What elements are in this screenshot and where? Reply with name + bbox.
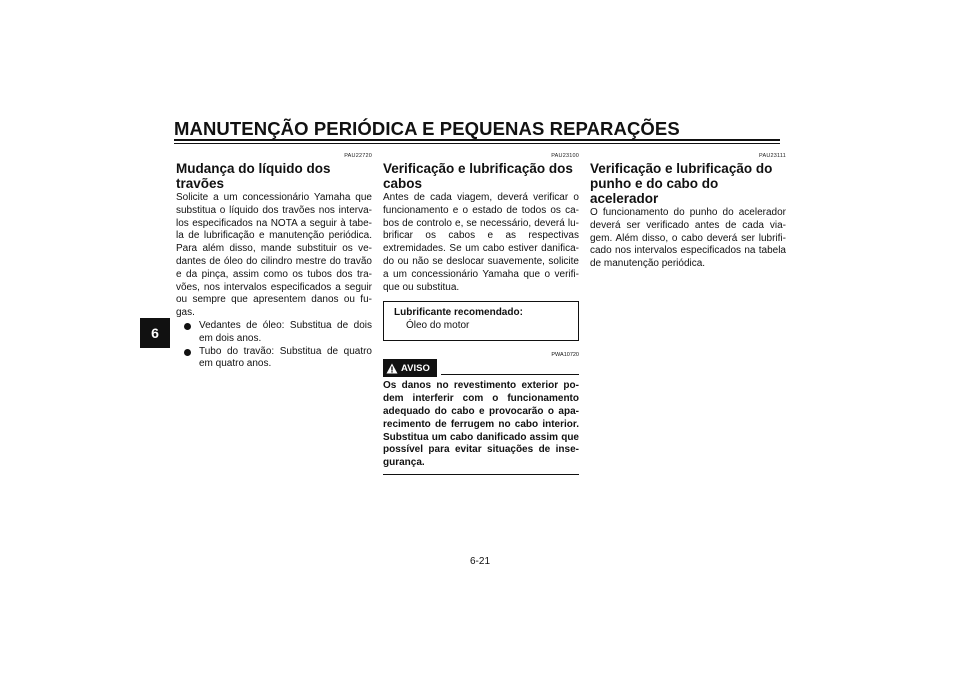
list-item-text: Tubo do travão: Substitua de quatro em quatro anos.: [199, 345, 372, 370]
list-item: [176, 320, 372, 346]
title-rule-thick: [174, 139, 780, 141]
warning-code: PWA10720: [551, 352, 579, 359]
warning-triangle-icon: [386, 363, 398, 374]
note-value: Óleo do motor: [406, 320, 470, 332]
warning-label: AVISO: [401, 362, 430, 374]
page-number: 6-21: [469, 556, 490, 567]
list-item-text: Vedantes de óleo: Substitua de dois em dois anos.: [199, 319, 372, 344]
section-paragraph: Solicite a um concessionário Yamaha que substitua o líquido dos travões nos intervalos especificados na NOTA a seguir à tabela de lubrificação e manutenção periódica. Para além disso, mande substituir os vedantes de óleo do cilindro mestre do travão e da pinça, assim como os tubos dos travões, nos intervalos especificados a seguir ou sempre que apresentem danos ou fugas.: [176, 192, 372, 319]
page-title: MANUTENÇÃO PERIÓDICA E PEQUENAS REPARAÇÕES: [174, 118, 680, 139]
section-heading: Mudança do líquido dos travões: [176, 161, 331, 191]
warning-top-rule: [441, 374, 579, 375]
bullet-icon: [184, 323, 191, 330]
section-throttle: [590, 152, 786, 271]
section-code: PAU22720: [344, 153, 372, 159]
section-paragraph: Antes de cada viagem, deverá verificar o funcionamento e o estado de todos os cabos de controlo e, se necessário, deverá lubrificar os cabos e as respectivas extremidades. Se um cabo estiver danificado ou não se deslocar suavemente, solicite a um concessionário Yamaha que o verifique ou substitua.: [383, 192, 579, 293]
lubricant-note-box: [383, 301, 579, 341]
section-code: PAU23111: [759, 153, 786, 159]
section-heading: Verificação e lubrificação dos cabos: [383, 161, 573, 191]
chapter-tab: 6: [140, 318, 170, 348]
section-heading: Verificação e lubrificação do punho e do cabo do acelerador: [590, 161, 773, 206]
bullet-list: [176, 320, 372, 371]
section-paragraph: O funcionamento do punho do acelerador deverá ser verificado antes de cada viagem. Além disso, o cabo deverá ser lubrificado nos intervalos especificados na tabela de manutenção periódica.: [590, 207, 786, 270]
section-code: PAU23100: [551, 153, 579, 159]
list-item: [176, 346, 372, 372]
note-title: Lubrificante recomendado:: [394, 307, 523, 319]
section-control-cables: [383, 152, 579, 475]
warning-text: Os danos no revestimento exterior podem interferir com o funcionamento adequado do cabo e provocarão o aparecimento de ferrugem no cabo interior. Substitua um cabo danificado assim que possível para evitar situações de insegurança.: [383, 380, 579, 469]
bullet-icon: [184, 349, 191, 356]
warning-badge: [383, 359, 437, 377]
warning-header: [383, 359, 579, 377]
title-rule-thin: [174, 143, 780, 144]
section-brake-fluid: [176, 152, 372, 371]
warning-bottom-rule: [383, 474, 579, 475]
